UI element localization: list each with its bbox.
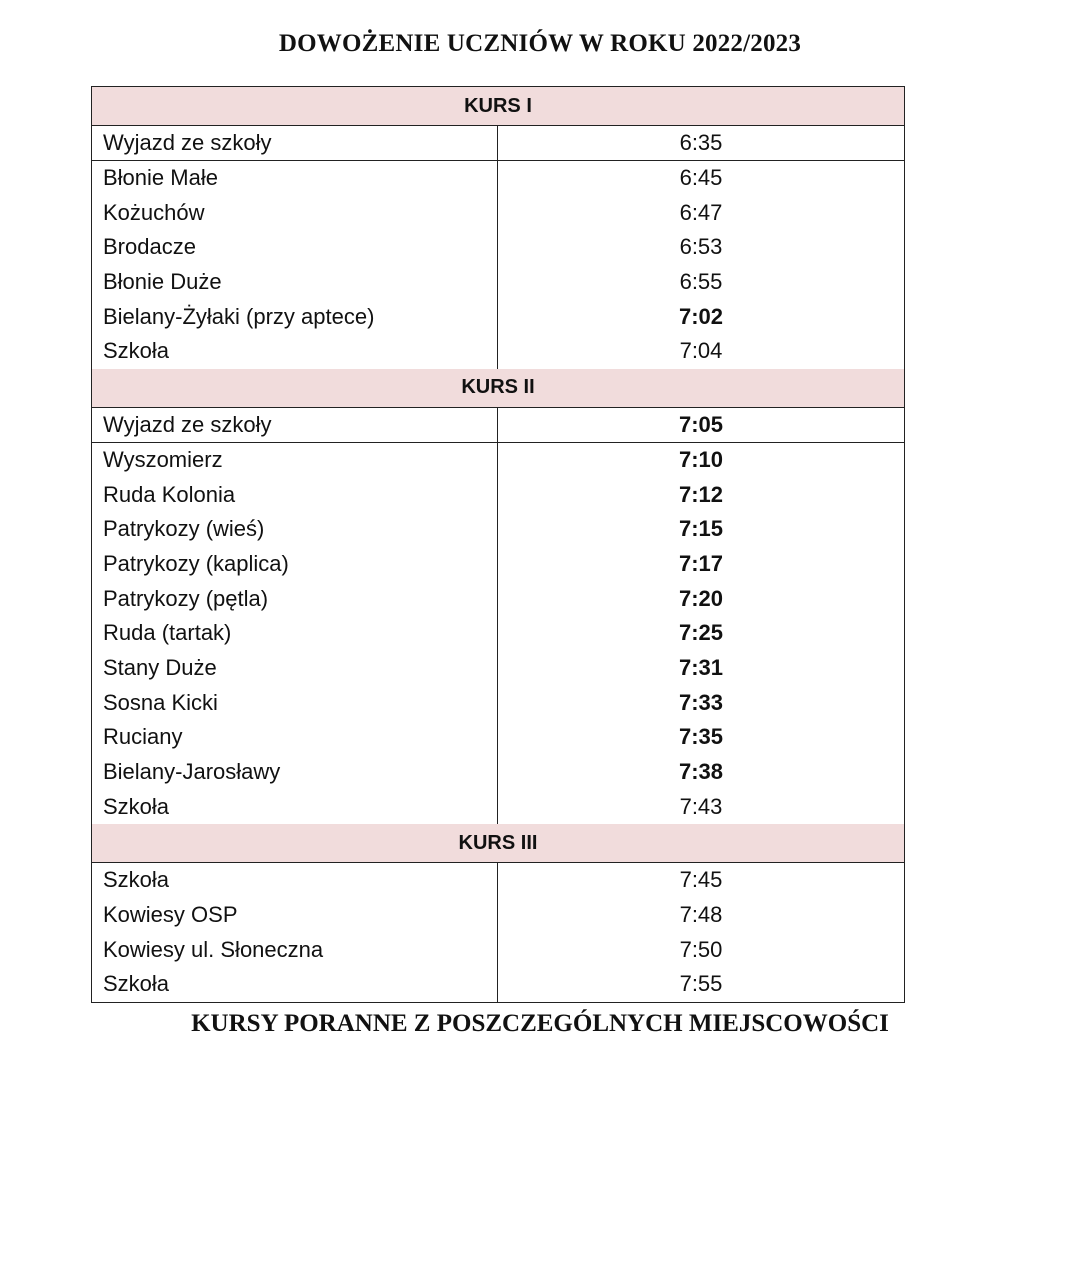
table-row (92, 755, 904, 790)
table-row (92, 967, 904, 1002)
document-title: DOWOŻENIE UCZNIÓW W ROKU 2022/2023 (278, 30, 802, 57)
stop-name: Wyszomierz (92, 443, 498, 478)
table-row (92, 651, 904, 686)
departure-time: 7:17 (678, 550, 724, 576)
departure-time: 7:48 (679, 902, 723, 928)
stop-name: Bielany-Żyłaki (przy aptece) (92, 299, 498, 334)
stop-name: Szkoła (92, 863, 498, 898)
departure-time: 6:35 (679, 129, 723, 155)
table-row (92, 547, 904, 582)
table-row (92, 581, 904, 616)
table-row (92, 898, 904, 933)
stop-name: Kożuchów (92, 195, 498, 230)
table-row (92, 443, 904, 478)
stop-name: Brodacze (92, 230, 498, 265)
departure-time: 7:25 (678, 620, 724, 646)
departure-time: 7:33 (678, 689, 724, 715)
table-row (92, 477, 904, 512)
departure-time: 7:12 (678, 481, 724, 507)
course-header: KURS I (92, 87, 904, 126)
departure-time: 7:45 (679, 867, 723, 893)
stop-name: Szkoła (92, 967, 498, 1002)
stop-name: Błonie Małe (92, 161, 498, 196)
departure-time: 7:10 (678, 446, 724, 472)
departure-time: 7:02 (678, 303, 724, 329)
stop-name: Błonie Duże (92, 265, 498, 300)
stop-name: Kowiesy ul. Słoneczna (92, 932, 498, 967)
table-row (92, 616, 904, 651)
departure-time: 6:55 (679, 269, 723, 295)
departure-time: 7:15 (678, 516, 724, 542)
departure-time: 7:35 (678, 724, 724, 750)
departure-time: 6:47 (679, 199, 723, 225)
table-row (92, 161, 904, 196)
departure-time: 7:05 (678, 411, 724, 437)
course-header: KURS II (92, 369, 904, 408)
stop-name: Ruda Kolonia (92, 477, 498, 512)
departure-time: 7:04 (679, 338, 723, 364)
stop-name: Szkoła (92, 334, 498, 369)
stop-name: Ruda (tartak) (92, 616, 498, 651)
table-row (92, 789, 904, 824)
table-row (92, 720, 904, 755)
table-row (92, 685, 904, 720)
stop-name: Szkoła (92, 789, 498, 824)
table-row (92, 126, 904, 161)
table-row (92, 230, 904, 265)
table-row (92, 195, 904, 230)
departure-time: 7:50 (679, 936, 723, 962)
departure-time: 6:45 (679, 165, 723, 191)
table-row (92, 512, 904, 547)
stop-name: Patrykozy (pętla) (92, 581, 498, 616)
stop-name: Patrykozy (kaplica) (92, 547, 498, 582)
table-row (92, 299, 904, 334)
stop-name: Patrykozy (wieś) (92, 512, 498, 547)
stop-name: Stany Duże (92, 651, 498, 686)
table-row (92, 265, 904, 300)
table-row (92, 863, 904, 898)
table-row (92, 932, 904, 967)
stop-name: Ruciany (92, 720, 498, 755)
departure-time: 7:43 (679, 793, 723, 819)
departure-time: 7:31 (678, 654, 724, 680)
stop-name: Kowiesy OSP (92, 898, 498, 933)
stop-name: Wyjazd ze szkoły (92, 126, 498, 160)
stop-name: Bielany-Jarosławy (92, 755, 498, 790)
departure-time: 6:53 (679, 234, 723, 260)
departure-time: 7:20 (678, 585, 724, 611)
course-header: KURS III (92, 824, 904, 863)
departure-time: 7:55 (679, 971, 723, 997)
document-footer: KURSY PORANNE Z POSZCZEGÓLNYCH MIEJSCOWOŚCI (191, 1010, 889, 1037)
departure-time: 7:38 (678, 759, 724, 785)
timetable (91, 86, 905, 1003)
table-row (92, 334, 904, 369)
stop-name: Sosna Kicki (92, 685, 498, 720)
table-row (92, 408, 904, 443)
stop-name: Wyjazd ze szkoły (92, 408, 498, 442)
